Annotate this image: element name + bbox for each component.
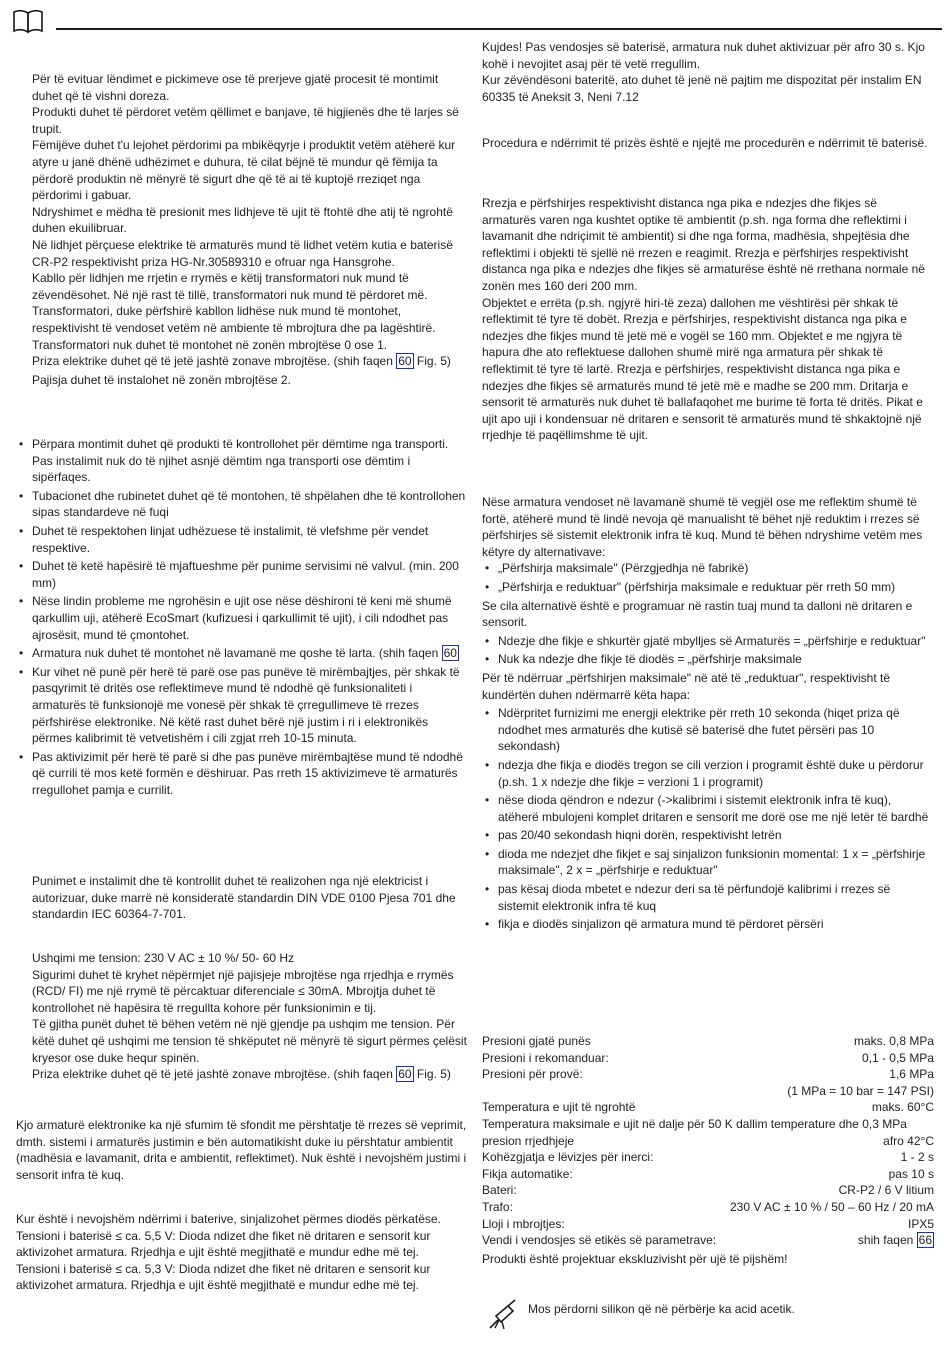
drinking-water-note: Produkti është projektuar ekskluzivisht për ujë të pijshëm! xyxy=(482,1251,788,1266)
care-text: Kur zëvëndësoni bateritë, ato duhet të jenë në pajtim me dispozitat për instalim EN 60335 të Aneksit 3, Neni 7.12 xyxy=(482,73,922,104)
function-section xyxy=(16,1117,468,1183)
spec-row: Lloji i mbrojtjes: IPX5 xyxy=(482,1216,934,1231)
spec-row: Kohëzgjatja e lëvizjes për inerci: 1 - 2 s xyxy=(482,1150,934,1165)
supply-section xyxy=(32,950,468,1083)
list-item: • Ndërpritet furnizimi me energji elektrike për rreth 10 sekonda (hiqet priza që ndodhet mes armaturës dhe kutisë së baterisë dhe futet përsëri pas 10 sekondash) xyxy=(482,705,934,755)
list-item: • Kur vihet në punë për herë të parë ose pas punëve të mirëmbajtjes, për shkak të pasqyrimit të dritës ose reflektimeve mund të ndodhë që funksionaliteti i armaturës të funksionojë me vonesë për shkak të çrregullimeve të rrezes përfshirëse elektronike. Në këtë rast duhet bërë një justim i ri i elektronikës përmes kalibrimit të vetvetishëm i cili zgjat rreh 10-15 minuta. xyxy=(16,664,468,747)
supply-text: Sigurimi duhet të kryhet nëpërmjet një pajisjeje mbrojtëse nga rrjedhja e rrymës (RCD/ FI) me një rrymë të përcaktuar diferenciale ≤ 30mA. Mbrojtja duhet të kontrollohet në hapësira të rregullta kohore për funksionimin e tij. xyxy=(32,967,454,1015)
electrician-section xyxy=(32,873,468,923)
page-ref-link[interactable]: 60 xyxy=(398,354,412,369)
battery-section xyxy=(16,1211,468,1294)
spec-row: Fikja automatike: pas 10 s xyxy=(482,1166,934,1181)
manual-book-icon xyxy=(12,8,44,34)
list-item: • Tubacionet dhe rubinetet duhet që të montohen, të shpëlahen dhe të kontrollohen sipas standardeve në fuqi xyxy=(16,488,468,521)
page-ref-link[interactable]: 60 xyxy=(398,1067,412,1082)
list-item: • Duhet të ketë hapësirë të mjaftueshme për punime servisimi në valvul. (min. 200 mm) xyxy=(16,558,468,591)
list-item: • pas 20/40 sekondash hiqni dorën, respektivisht letrën xyxy=(482,827,934,844)
battery-care-section xyxy=(482,39,934,105)
range-text: Rrezja e përfshirjes respektivisht distanca nga pika e ndezjes dhe fikjes së armaturës varen nga kushtet optike të ambientit (p.sh. nga forma dhe reflektimi i lavamanit dhe ndriçimit të ambientit) si dhe nga forma, madhësia, shpejtësia dhe reflektimi i objekti të sjellë në rrezen e reagimit. Rrezja e përfshirjes respektivisht distanca nga pika e ndezjes dhe fikjes së armaturëse është në rrethana normale në zonën mes 160 deri 200 mm. xyxy=(482,196,925,293)
list-item: • Ndezje dhe fikje e shkurtër gjatë mbylljes së Armaturës = „përfshirje e reduktuar" xyxy=(482,633,934,650)
spec-row: Temperatura e ujit të ngrohtë maks. 60°C xyxy=(482,1100,934,1115)
list-item: • Duhet të respektohen linjat udhëzuese të instalimit, të vlefshme për vendet respektive. xyxy=(16,523,468,556)
safety-text: Në lidhjet përçuese elektrike të armaturës mund të lidhet vetëm kutia e baterisë CR-P2 respektivisht priza HG-Nr.30589310 e ofruar nga Hansgrohe. xyxy=(32,237,453,269)
safety-text: Kabllo për lidhjen me rrjetin e rrymës e këtij transformatori nuk mund të zëvendësohet. Në një rast të tillë, transformatori nuk mund të përdoret më. xyxy=(32,271,428,302)
supply-text: Ushqimi me tension: 230 V AC ± 10 %/ 50- 60 Hz xyxy=(32,951,295,965)
safety-section xyxy=(32,71,468,388)
list-item: • Nuk ka ndezje dhe fikje të diodës = „përfshirje maksimale xyxy=(482,651,934,668)
list-item: • ndezja dhe fikja e diodës tregon se cili verzion i programit është duke u përdorur (p.sh. 1 x ndezje dhe fikje = verzioni 1 i programit) xyxy=(482,757,934,790)
socket-text: Priza elektrike duhet që të jetë jashtë zonave mbrojtëse. (shih faqen 60 Fig. 5) xyxy=(32,354,451,369)
specs-table xyxy=(482,1033,934,1267)
silicone-warning: Mos përdorni silikon që në përbërje ka acid acetik. xyxy=(528,1302,795,1316)
spec-row: Trafo: 230 V AC ± 10 % / 50 – 60 Hz / 20 mA xyxy=(482,1199,934,1214)
list-item: • pas kësaj dioda mbetet e ndezur deri sa të përfundojë kalibrimi i rrezes së sistemit elektronik infra të kuq xyxy=(482,881,934,914)
spec-row: Temperatura maksimale e ujit në dalje për 50 K dallim temperature dhe 0,3 MPa xyxy=(482,1116,907,1131)
list-item: • „Përfshirja maksimale" (Përzgjedhja në fabrikë) xyxy=(482,560,934,577)
list-item: • fikja e diodës sinjalizon që armatura mund të përdoret përsëri xyxy=(482,916,934,933)
spec-row: Presioni për provë: 1,6 MPa xyxy=(482,1067,934,1082)
list-item: • Pas aktivizimit për herë të parë si dhe pas punëve mirëmbajtëse mund të ndodhë që currili të mos ketë formën e dëshiruar. Pas rreth 15 aktivizimeve të armaturës rregullohet pamja e currilit. xyxy=(16,749,468,799)
battery-text: Tensioni i baterisë ≤ ca. 5,3 V: Dioda ndizet dhe fiket në dritaren e sensorit kur aktivizohet armatura. Rrjedhja e ujit është megjithatë e mundur edhe më tej. xyxy=(16,1261,431,1293)
socket-replace-section xyxy=(482,135,934,152)
range-section xyxy=(482,195,934,444)
steps-intro: Për të ndërruar „përfshirjen maksimale" në atë të „reduktuar", respektivisht të kundërtën duhen ndërmarrë këta hapa: xyxy=(482,670,891,702)
program-text: Se cila alternativë është e programuar në rastin tuaj mund ta dalloni në dritaren e sensorit. xyxy=(482,598,913,630)
spec-row: Presioni i rekomanduar: 0,1 - 0,5 MPa xyxy=(482,1050,934,1065)
safety-text: Produkti duhet të përdoret vetëm qëllimet e banjave, të higjienës dhe të larjes së trupit. xyxy=(32,105,459,136)
safety-text: Transformatori, duke përfshirë kabllon lidhëse nuk mund të montohet, respektivisht të vendoset vetëm në ambiente të mbrojtura dhe pa lagështirë. xyxy=(32,304,436,335)
safety-text: Transformatori nuk duhet të montohet në zonën mbrojtëse 0 ose 1. xyxy=(32,337,388,352)
reduce-intro: Nëse armatura vendoset në lavamanë shumë të vegjël ose me reflektim shumë të fortë, atëherë mund të lindë nevoja që manualisht të bëhet një reduktim i rrezes së përfshirjes së sistemit elektronik infra të kuq. Mund të bëhen ndryshime vetëm mes këtyre dy alternativave: xyxy=(482,495,923,559)
silicone-gun-icon xyxy=(486,1298,520,1332)
safety-text: Fëmijëve duhet t'u lejohet përdorimi pa mbikëqyrje i produktit vetëm atëherë kur atyre u janë dhënë udhëzimet e duhura, të cilat bëjnë të mundur që fëmija ta përdorë produktin në mënyrë të sigurt dhe që të ai të kuptojë rreziqet nga përdorimi i gabuar. xyxy=(32,138,456,203)
list-item: • nëse dioda qëndron e ndezur (->kalibrimi i sistemit elektronik infra të kuq), atëherë mbulojeni komplet dritaren e sensorit me dorë ose me një letër të bardhë xyxy=(482,792,934,825)
header-rule xyxy=(56,28,942,30)
safety-text: Ndryshimet e mëdha të presionit mes lidhjeve të ujit të ftohtë dhe atij të ngrohtë duhen ekuilibruar. xyxy=(32,204,453,236)
battery-text: Tensioni i baterisë ≤ ca. 5,5 V: Dioda ndizet dhe fiket në dritaren e sensorit kur aktivizohet armatura. Rrjedhja e ujit është megjithatë e mundur edhe më tej. xyxy=(16,1228,431,1260)
care-text: Kujdes! Pas vendosjes së baterisë, armatura nuk duhet aktivizuar për afro 30 s. Kjo kohë i nevojitet asaj për të vetë rregullim. xyxy=(482,40,925,71)
range-text: Objektet e errëta (p.sh. ngjyrë hiri-të zeza) dallohen me vështirësi për shkak të reflektimit të tyre të dobët. Rrezja e përfshirjes, respektivisht distanca nga pika e ndezjes dhe fikjes mund të jetë më e vogël se 160 mm. Objektet e me ngjyra të hapura dhe ato reflektuese dallohen shumë mirë nga armatura për shkak të reflektimit të tyre të lartë. Rrezja e përfshirjes, respektivisht distanca nga pika e ndezjes dhe fikjes së armaturës mund të jetë më e madhe se 200 mm. Dritarja e sensorit të armaturës nuk duhet të ballafaqohet me burime të forta të dritës. Pikat e ujit apo uji i kondensuar në dritaren e sensorit të armaturës mund të shkaktojnë një rrjedhje të paqëllimshme të ujit. xyxy=(482,295,923,443)
socket-text: Priza elektrike duhet që të jetë jashtë zonave mbrojtëse. (shih faqen 60 Fig. 5) xyxy=(32,1067,451,1082)
supply-text: Të gjitha punët duhet të bëhen vetëm në një gjendje pa ushqim me tension. Për këtë duhet që ushqimi me tension të shkëputet në mënyrë të sigurt përmes çelësit kryesor ose duke hequr spinën. xyxy=(32,1017,467,1065)
electrician-text: Punimet e instalimit dhe të kontrollit duhet të realizohen nga një elektricist i autorizuar, duke marrë në konsideratë standardin DIN VDE 0100 Pjesa 701 dhe standardin IEC 60364-7-701. xyxy=(32,874,456,922)
list-item: • Nëse lindin probleme me ngrohësin e ujit ose nëse dëshironi të keni më shumë qarkullim uji, atëherë EcoSmart (kufizuesi i qarkullimit të ujit), i cili ndodhet pas ajrosësit, mund të çmontohet. xyxy=(16,593,468,643)
list-item: • Përpara montimit duhet që produkti të kontrollohet për dëmtime nga transporti. Pas instalimit nuk do të njihet asnjë dëmtim nga transporti ose dëmtim i sipërfaqes. xyxy=(16,436,468,486)
list-item: • dioda me ndezjet dhe fikjet e saj sinjalizon funksionin momental: 1 x = „përfshirje maksimale", 2 x = „përfshirje e reduktuar" xyxy=(482,846,934,879)
page-ref-link[interactable]: 60 xyxy=(443,646,457,661)
zone-text: Pajisja duhet të instalohet në zonën mbrojtëse 2. xyxy=(32,372,291,387)
spec-row: Vendi i vendosjes së etikës së parametrave: shih faqen 66 xyxy=(482,1233,932,1248)
spec-row: Bateri: CR-P2 / 6 V litium xyxy=(482,1183,934,1198)
spec-row: presion rrjedhjeje afro 42°C xyxy=(482,1133,934,1148)
page-ref-link[interactable]: 66 xyxy=(918,1233,932,1248)
list-item: • Armatura nuk duhet të montohet në lavamanë me qoshe të larta. (shih faqen 60 xyxy=(16,645,468,662)
installation-list xyxy=(16,436,468,798)
function-text: Kjo armaturë elektronike ka një sfumim të sfondit me përshtatje të rrezes së veprimit, dmth. sistemi i armaturës justimin e bën automatikisht duke iu përshtatur ambientit (madhësia e lavamanit, drita e ambientit, reflektimet). Nuk është i nevojshëm justimi i sensorit infra të kuq. xyxy=(16,1118,467,1182)
socket-replace-text: Procedura e ndërrimit të prizës është e njejtë me procedurën e ndërrimit të baterisë. xyxy=(482,136,928,150)
safety-text: Për të evituar lëndimet e pickimeve ose të prerjeve gjatë procesit të montimit duhet që të vishni doreza. xyxy=(32,72,439,103)
battery-text: Kur është i nevojshëm ndërrimi i baterive, sinjalizohet përmes diodës përkatëse. xyxy=(16,1212,441,1226)
spec-row: (1 MPa = 10 bar = 147 PSI) xyxy=(787,1083,934,1098)
list-item: • „Përfshirja e reduktuar" (përfshirja maksimale e reduktuar për rreth 50 mm) xyxy=(482,579,934,596)
spec-row: Presioni gjatë punës maks. 0,8 MPa xyxy=(482,1034,934,1048)
reduction-section xyxy=(482,494,934,933)
